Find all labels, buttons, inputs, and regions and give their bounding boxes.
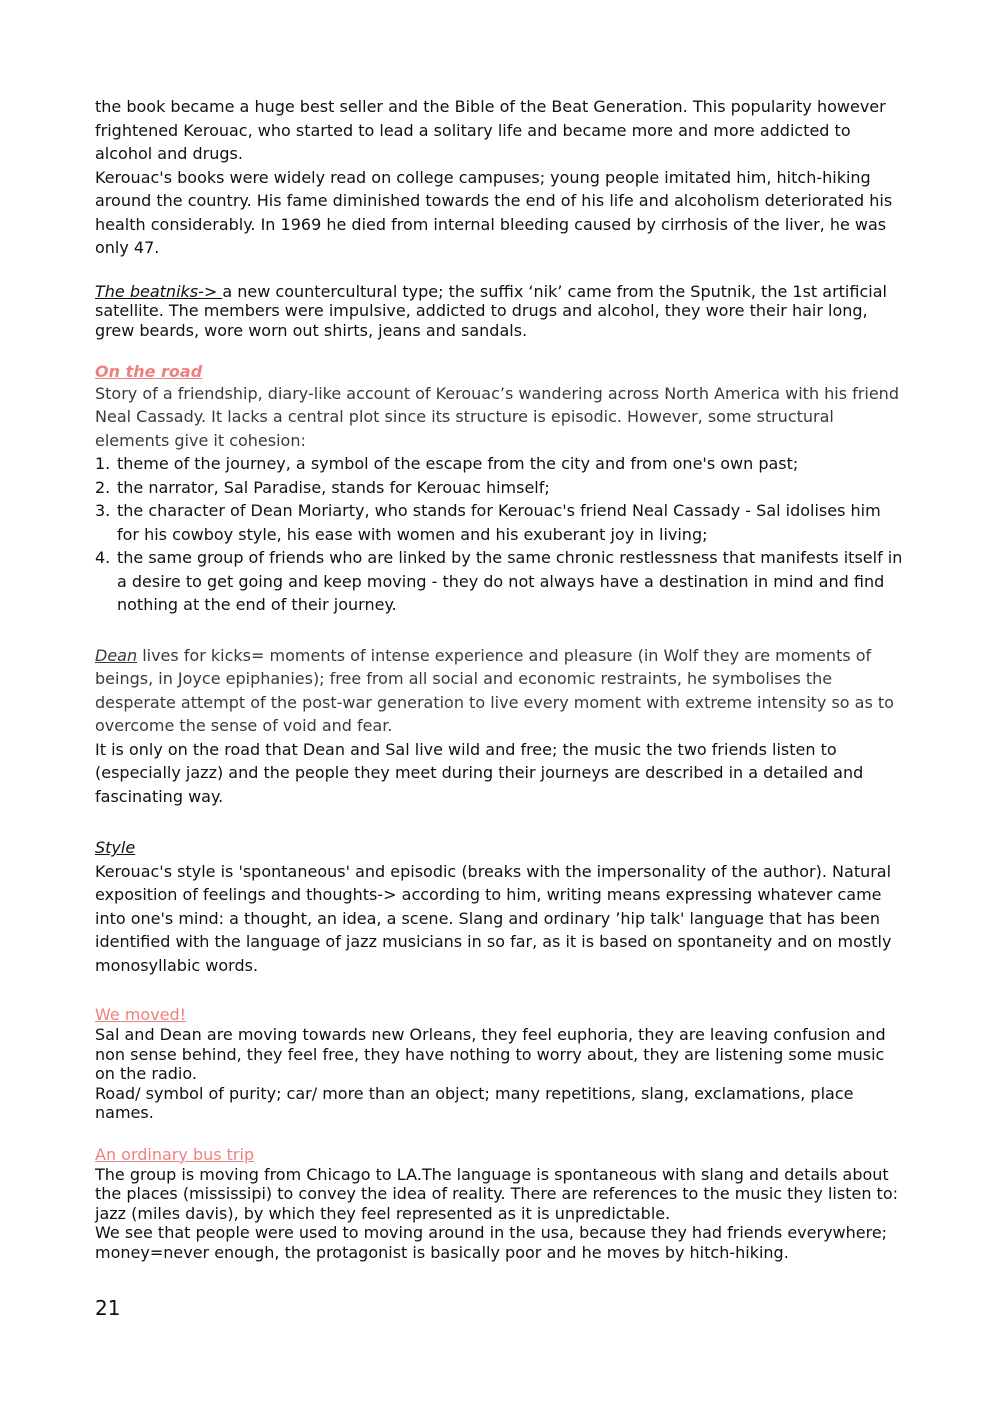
list-item xyxy=(95,546,907,617)
list-item xyxy=(95,452,907,476)
list-item-text: the same group of friends who are linked by the same chronic restlessness that manifests itself in a desire to get going and keep moving - they do not always have a destination in mind and find nothing at the end of their journey. xyxy=(117,548,903,615)
list-item-number: 3. xyxy=(95,501,111,521)
dean-text: lives for kicks= moments of intense experience and pleasure (in Wolf they are moments of beings, in Joyce epiphanies); free from all social and economic restraints, he symbolises the desperate attempt of the post-war generation to live every moment with extreme intensity so as to overcome the sense of void and fear. xyxy=(95,645,894,736)
style-paragraph: Kerouac's style is 'spontaneous' and episodic (breaks with the impersonality of the author). Natural exposition of feelings and thoughts-> according to him, writing means expressing whatever came into one's mind: a thought, an idea, a scene. Slang and ordinary ’hip talk' language that has been identified with the language of jazz musicians in so far, as it is based on spontaneity and on mostly monosyllabic words. xyxy=(95,861,892,975)
beatniks-label: The beatniks-> xyxy=(95,281,223,301)
we-moved-paragraph-1: Sal and Dean are moving towards new Orleans, they feel euphoria, they are leaving confusion and non sense behind, they feel free, they have nothing to worry about, they are listening some music on the radio. xyxy=(95,1024,886,1084)
beatniks-paragraph xyxy=(95,282,907,341)
dean-label: Dean xyxy=(95,645,138,665)
list-item xyxy=(95,499,907,546)
list-item-text: the narrator, Sal Paradise, stands for Kerouac himself; xyxy=(117,477,550,497)
list-item-text: theme of the journey, a symbol of the escape from the city and from one's own past; xyxy=(117,454,799,474)
intro-paragraph-2: Kerouac's books were widely read on college campuses; young people imitated him, hitch-hiking around the country. His fame diminished towards the end of his life and alcoholism deteriorated his health considerably. In 1969 he died from internal bleeding caused by cirrhosis of the liver, he was only 47. xyxy=(95,167,893,257)
bus-trip-paragraph-2: We see that people were used to moving around in the usa, because they had friends everywhere; money=never enough, the protagonist is basically poor and he moves by hitch-hiking. xyxy=(95,1223,888,1262)
list-item-text: the character of Dean Moriarty, who stands for Kerouac's friend Neal Cassady - Sal idolises him for his cowboy style, his ease with women and his exuberant joy in living; xyxy=(117,501,881,544)
we-moved-heading: We moved! xyxy=(95,1005,187,1025)
on-the-road-heading: On the road xyxy=(95,362,203,382)
list-item-number: 2. xyxy=(95,477,111,497)
style-heading xyxy=(95,836,907,860)
bus-trip-paragraph-1: The group is moving from Chicago to LA.The language is spontaneous with slang and details about the places (mississipi) to convey the idea of reality. There are references to the music they listen to: jazz (miles davis), by which they feel represented as it is unpredictable. xyxy=(95,1164,898,1223)
intro-paragraph-1: the book became a huge best seller and the Bible of the Beat Generation. This popularity however frightened Kerouac, who started to lead a solitary life and became more and more addicted to alcohol and drugs. xyxy=(95,97,886,163)
style-heading-label: Style xyxy=(95,838,136,858)
on-the-road-intro: Story of a friendship, diary-like account of Kerouac’s wandering across North America with his friend Neal Cassady. It lacks a central plot since its structure is episodic. However, some structural elements give it cohesion: xyxy=(95,383,899,450)
structural-elements-list xyxy=(95,452,907,617)
beatniks-text: a new countercultural type; the suffix ‘nik’ came from the Sputnik, the 1st artificial satellite. The members were impulsive, addicted to drugs and alcohol, they wore their hair long, grew beards, wore worn out shirts, jeans and sandals. xyxy=(95,281,887,340)
list-item-number: 1. xyxy=(95,454,111,474)
document-page xyxy=(95,95,907,1263)
list-item-number: 4. xyxy=(95,548,111,568)
bus-trip-heading: An ordinary bus trip xyxy=(95,1144,255,1164)
we-moved-paragraph-2: Road/ symbol of purity; car/ more than an object; many repetitions, slang, exclamations, place names. xyxy=(95,1083,854,1123)
dean-paragraph xyxy=(95,644,907,738)
list-item xyxy=(95,476,907,500)
page-number: 21 xyxy=(95,1296,121,1320)
dean-paragraph-2: It is only on the road that Dean and Sal live wild and free; the music the two friends listen to (especially jazz) and the people they meet during their journeys are described in a detailed and fascinating way. xyxy=(95,739,864,806)
